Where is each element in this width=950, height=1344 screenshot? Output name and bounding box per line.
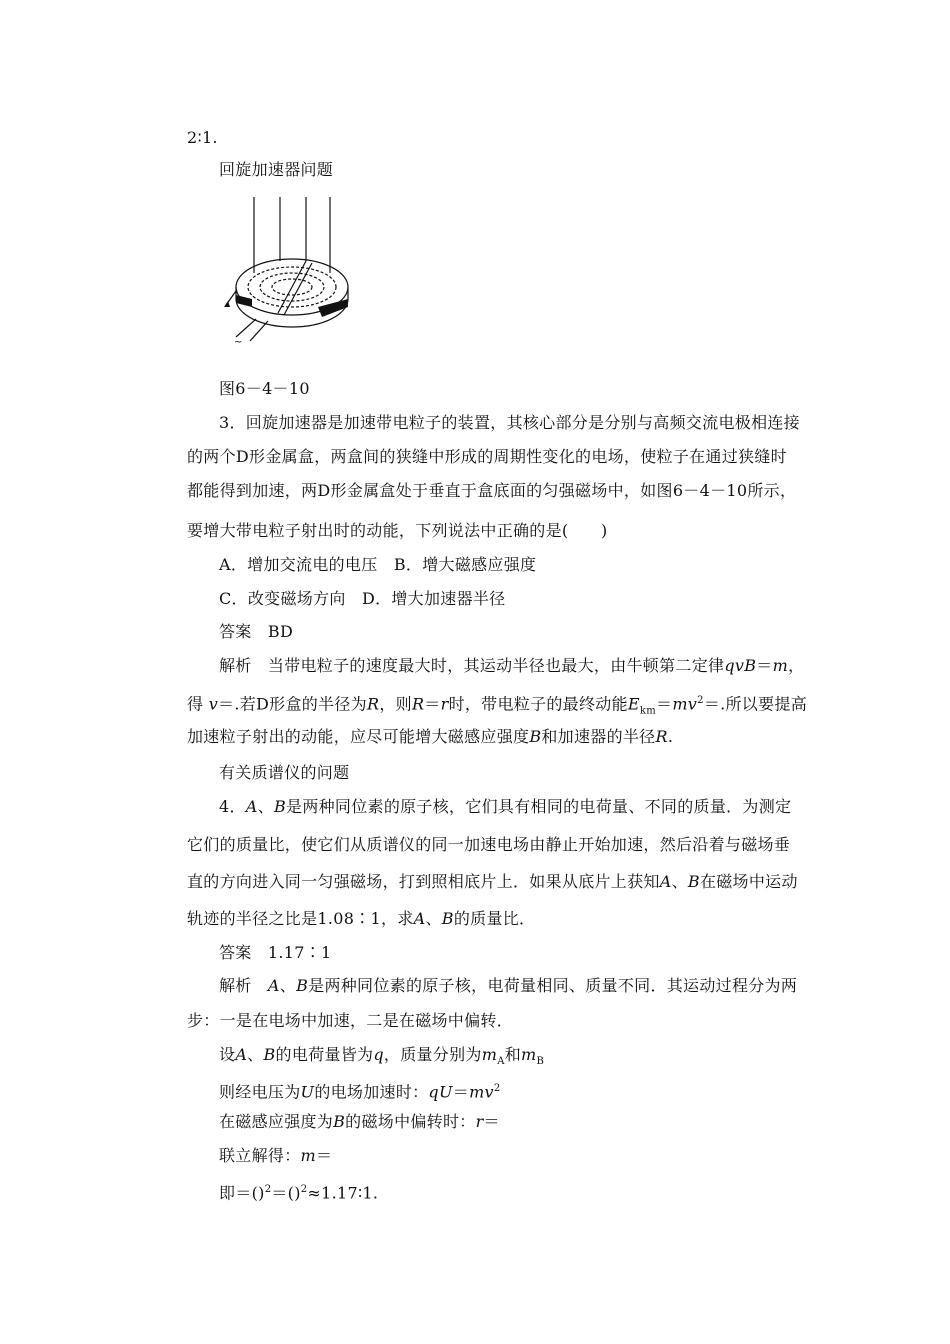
formula: B <box>263 1045 276 1064</box>
figure-caption: 图6－4－10 <box>219 379 310 398</box>
formula: mv <box>469 1082 494 1102</box>
question-4-line-1 <box>219 797 791 817</box>
text: 在磁感应强度为 <box>219 1112 334 1131</box>
section-heading-mass-spectrometer: 有关质谱仪的问题 <box>219 763 350 782</box>
analysis-4-line-2: 步：一是在电场中加速，二是在磁场中偏转． <box>187 1011 514 1030</box>
answer-4: 答案 1.17∶1 <box>219 943 332 962</box>
ratio-line: 2∶1. <box>187 128 218 147</box>
step-3 <box>219 1112 500 1132</box>
text: ＝() <box>271 1183 301 1203</box>
formula: m <box>772 656 789 675</box>
formula: A <box>413 909 426 928</box>
superscript: 2 <box>493 1083 501 1094</box>
question-4-line-4 <box>187 909 535 929</box>
text: 时，带电粒子的最终动能 <box>448 694 628 714</box>
subscript: B <box>536 1056 545 1068</box>
text: 4． <box>219 797 246 816</box>
formula: A <box>245 797 258 816</box>
formula: B <box>333 1112 346 1131</box>
text: 解析 <box>219 976 268 995</box>
text: 的电荷量皆为 <box>275 1045 374 1064</box>
superscript: 2 <box>697 695 704 706</box>
formula: m <box>481 1045 498 1064</box>
text: ＝ <box>656 694 673 714</box>
text: ＝.所以要提高 <box>703 694 807 714</box>
formula: R <box>366 694 380 714</box>
answer-3: 答案 BD <box>219 622 294 641</box>
question-3-line-3: 都能得到加速，两D形金属盒处于垂直于盒底面的匀强磁场中，如图6－4－10所示， <box>187 481 797 500</box>
options-a-b: A．增加交流电的电压 B．增大磁感应强度 <box>219 555 537 574</box>
text: 和 <box>504 1045 522 1064</box>
text: 、 <box>257 797 274 816</box>
text: ＝ <box>424 694 441 714</box>
text: 、 <box>279 976 297 995</box>
formula: A <box>659 872 672 891</box>
formula: B <box>529 727 542 746</box>
subscript: A <box>497 1056 505 1068</box>
formula: q <box>373 1045 384 1064</box>
text: 和加速器的半径 <box>541 727 656 746</box>
text: 加速粒子射出的动能，应尽可能增大磁感应强度 <box>187 727 530 746</box>
formula: A <box>235 1045 248 1064</box>
formula: E <box>627 694 640 714</box>
step-1 <box>219 1045 544 1072</box>
text: ， <box>788 656 805 675</box>
question-3-line-2: 的两个D形金属盒，两盒间的狭缝中形成的周期性变化的电场，使粒子在通过狭缝时 <box>187 447 787 466</box>
text: 是两种同位素的原子核，电荷量相同、质量不同．其运动过程分为两 <box>308 976 798 995</box>
text: . <box>667 727 674 746</box>
subscript: km <box>639 705 657 717</box>
step-2 <box>219 1079 501 1102</box>
text: ＝.若D形盒的半径为 <box>218 694 367 714</box>
text: 直的方向进入同一匀强磁场，打到照相底片上．如果从底片上获知 <box>187 872 660 891</box>
formula: r <box>475 1112 484 1131</box>
text: 设 <box>219 1045 236 1064</box>
formula: mv <box>672 694 698 714</box>
formula: v <box>208 694 219 714</box>
text: ＝ <box>483 1112 500 1131</box>
text: 则经电压为 <box>219 1082 301 1102</box>
question-3-line-1: 3．回旋加速器是加速带电粒子的装置，其核心部分是分别与高频交流电极相连接 <box>219 413 800 432</box>
formula: R <box>655 727 668 746</box>
text: ＝ <box>756 656 773 675</box>
text: ≈1.17∶1. <box>307 1183 379 1203</box>
formula: B <box>296 976 309 995</box>
formula: qvB <box>724 656 757 675</box>
formula: R <box>411 694 425 714</box>
svg-text:~: ~ <box>234 337 243 345</box>
formula: B <box>441 909 454 928</box>
question-4-line-2: 它们的质量比，使它们从质谱仪的同一加速电场由静止开始加速，然后沿着与磁场垂 <box>187 835 791 854</box>
text: 、 <box>425 909 442 928</box>
superscript: 2 <box>264 1184 272 1195</box>
text: ＝ <box>452 1082 470 1102</box>
text: ，质量分别为 <box>383 1045 482 1064</box>
formula: r <box>440 694 449 714</box>
text: 是两种同位素的原子核，它们具有相同的电荷量、不同的质量．为测定 <box>286 797 792 816</box>
analysis-3-line-2 <box>187 691 807 722</box>
text: 轨迹的半径之比是1.08∶1，求 <box>187 909 414 928</box>
formula: B <box>687 872 700 891</box>
question-3-line-4: 要增大带电粒子射出时的动能，下列说法中正确的是( ) <box>187 521 608 540</box>
text: 、 <box>671 872 688 891</box>
formula: A <box>267 976 280 995</box>
text: 、 <box>247 1045 264 1064</box>
step-4 <box>219 1146 332 1166</box>
section-heading-cyclotron: 回旋加速器问题 <box>219 160 334 179</box>
analysis-3-line-3 <box>187 727 673 747</box>
text: 在磁场中运动 <box>699 872 798 891</box>
analysis-4-line-1 <box>219 976 797 996</box>
text: 得 <box>187 694 204 714</box>
text: ，则 <box>379 694 412 714</box>
formula: U <box>300 1082 315 1102</box>
text: 的磁场中偏转时： <box>345 1112 476 1131</box>
text: 联立解得： <box>219 1146 301 1165</box>
formula: B <box>273 797 287 816</box>
text: 的质量比． <box>453 909 536 928</box>
cyclotron-figure <box>222 195 352 345</box>
analysis-3-line-1 <box>219 656 804 676</box>
formula: qU <box>428 1082 453 1102</box>
step-5 <box>219 1180 378 1203</box>
text: ＝ <box>316 1146 333 1165</box>
text: 解析 当带电粒子的速度最大时，其运动半径也最大，由牛顿第二定律 <box>219 656 725 675</box>
formula: m <box>300 1146 316 1165</box>
options-c-d: C．改变磁场方向 D．增大加速器半径 <box>219 589 506 608</box>
text: 即＝() <box>219 1183 265 1203</box>
question-4-line-3 <box>187 872 798 892</box>
formula: m <box>521 1045 537 1064</box>
superscript: 2 <box>300 1184 308 1195</box>
text: 的电场加速时： <box>314 1082 429 1102</box>
